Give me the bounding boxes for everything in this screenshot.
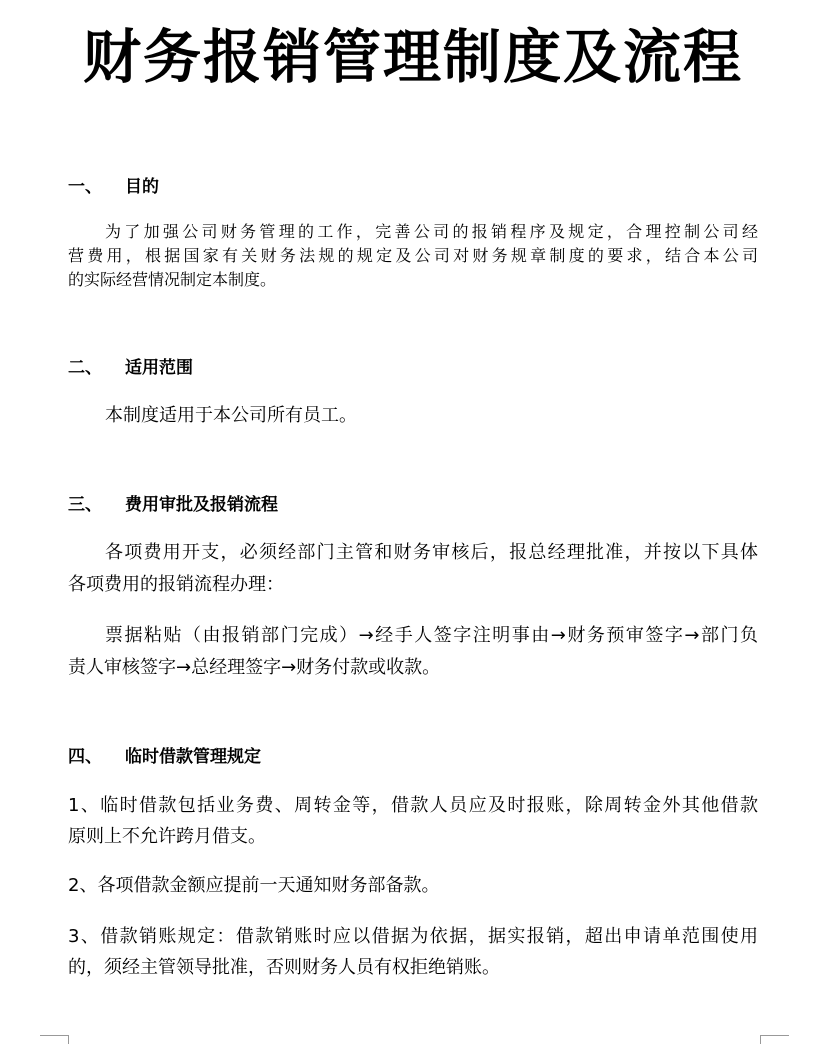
section-number: 四、 [68, 747, 102, 767]
section-title: 费用审批及报销流程 [125, 495, 278, 515]
paragraph-line: 3、借款销账规定：借款销账时应以借据为依据，据实报销，超出申请单范围使用 [68, 926, 758, 947]
page-corner-mark-left [40, 1035, 69, 1044]
section-number: 二、 [68, 358, 102, 378]
paragraph-line: 1、临时借款包括业务费、周转金等，借款人员应及时报账，除周转金外其他借款 [68, 795, 758, 816]
paragraph-line: 为了加强公司财务管理的工作，完善公司的报销程序及规定，合理控制公司经 [105, 222, 758, 241]
paragraph-line: 票据粘贴（由报销部门完成）→经手人签字注明事由→财务预审签字→部门负 [105, 625, 758, 646]
section-heading-process [68, 494, 278, 516]
section-heading-purpose [68, 176, 159, 198]
section-title: 适用范围 [125, 358, 193, 378]
section-heading-loans [68, 746, 261, 768]
page-corner-mark-right [760, 1035, 789, 1044]
section-number: 一、 [68, 177, 102, 197]
paragraph-line: 营费用，根据国家有关财务法规的规定及公司对财务规章制度的要求，结合本公司 [68, 246, 758, 265]
section-title: 目的 [125, 177, 159, 197]
paragraph-line: 的实际经营情况制定本制度。 [68, 270, 277, 289]
paragraph-line: 责人审核签字→总经理签字→财务付款或收款。 [68, 657, 441, 678]
section-title: 临时借款管理规定 [125, 747, 261, 767]
paragraph-line: 2、各项借款金额应提前一天通知财务部备款。 [68, 875, 440, 896]
paragraph-line: 本制度适用于本公司所有员工。 [105, 405, 357, 426]
document-title: 财务报销管理制度及流程 [82, 23, 743, 91]
paragraph-line: 各项费用开支，必须经部门主管和财务审核后，报总经理批准，并按以下具体 [105, 542, 758, 563]
section-number: 三、 [68, 495, 102, 515]
paragraph-line: 各项费用的报销流程办理： [68, 574, 284, 595]
paragraph-line: 原则上不允许跨月借支。 [68, 826, 266, 847]
paragraph-line: 的，须经主管领导批准，否则财务人员有权拒绝销账。 [68, 957, 500, 978]
section-heading-scope [68, 357, 193, 379]
